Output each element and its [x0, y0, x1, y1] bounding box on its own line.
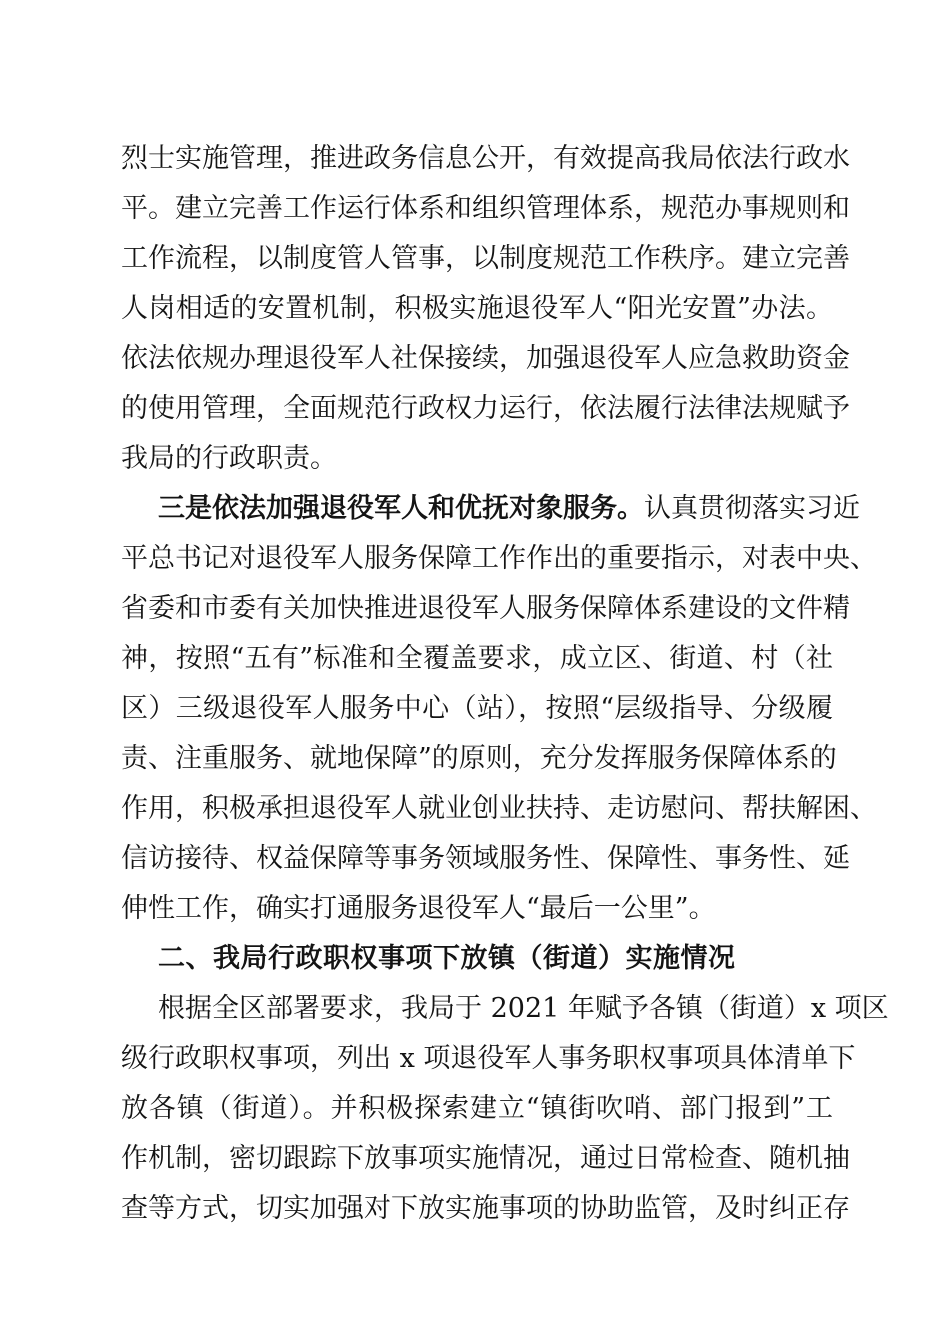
paragraph-2-line-7: 作用，积极承担退役军人就业创业扶持、走访慰问、帮扶解困、 [121, 793, 877, 824]
paragraph-2-line-8: 信访接待、权益保障等事务领域服务性、保障性、事务性、延 [121, 843, 850, 874]
paragraph-3-line-5: 查等方式，切实加强对下放实施事项的协助监管，及时纠正存 [121, 1193, 850, 1224]
paragraph-2-line-2: 平总书记对退役军人服务保障工作作出的重要指示，对表中央、 [121, 543, 877, 574]
section-heading: 二、我局行政职权事项下放镇（街道）实施情况 [158, 943, 736, 974]
paragraph-1-line-6: 的使用管理，全面规范行政权力运行，依法履行法律法规赋予 [121, 393, 850, 424]
paragraph-2-line-5: 区）三级退役军人服务中心（站），按照“层级指导、分级履 [121, 693, 833, 724]
paragraph-2-first-line-rest: 认真贯彻落实习近 [644, 493, 860, 524]
paragraph-2-line-9: 伸性工作，确实打通服务退役军人“最后一公里”。 [121, 893, 716, 924]
paragraph-2-line-3: 省委和市委有关加快推进退役军人服务保障体系建设的文件精 [121, 593, 850, 624]
paragraph-1-line-2: 平。建立完善工作运行体系和组织管理体系，规范办事规则和 [121, 193, 850, 224]
paragraph-2-line-6: 责、注重服务、就地保障”的原则，充分发挥服务保障体系的 [121, 743, 837, 774]
paragraph-1-line-4: 人岗相适的安置机制，积极实施退役军人“阳光安置”办法。 [121, 293, 833, 324]
paragraph-2-line-1 [158, 487, 860, 531]
paragraph-2-line-4: 神，按照“五有”标准和全覆盖要求，成立区、街道、村（社 [121, 643, 833, 674]
paragraph-3-line-2: 级行政职权事项，列出 x 项退役军人事务职权事项具体清单下 [121, 1043, 856, 1074]
paragraph-1-line-5: 依法依规办理退役军人社保接续，加强退役军人应急救助资金 [121, 343, 850, 374]
paragraph-1-line-1: 烈士实施管理，推进政务信息公开，有效提高我局依法行政水 [121, 143, 850, 174]
paragraph-3-line-4: 作机制，密切跟踪下放事项实施情况，通过日常检查、随机抽 [121, 1143, 850, 1174]
paragraph-3-line-1: 根据全区部署要求，我局于 2021 年赋予各镇（街道）x 项区 [158, 993, 889, 1024]
paragraph-3-line-3: 放各镇（街道）。并积极探索建立“镇街吹哨、部门报到”工 [121, 1093, 833, 1124]
paragraph-1-line-3: 工作流程，以制度管人管事，以制度规范工作秩序。建立完善 [121, 243, 850, 274]
paragraph-2-lead: 三是依法加强退役军人和优抚对象服务。 [158, 493, 644, 524]
paragraph-1-line-7: 我局的行政职责。 [121, 443, 337, 474]
